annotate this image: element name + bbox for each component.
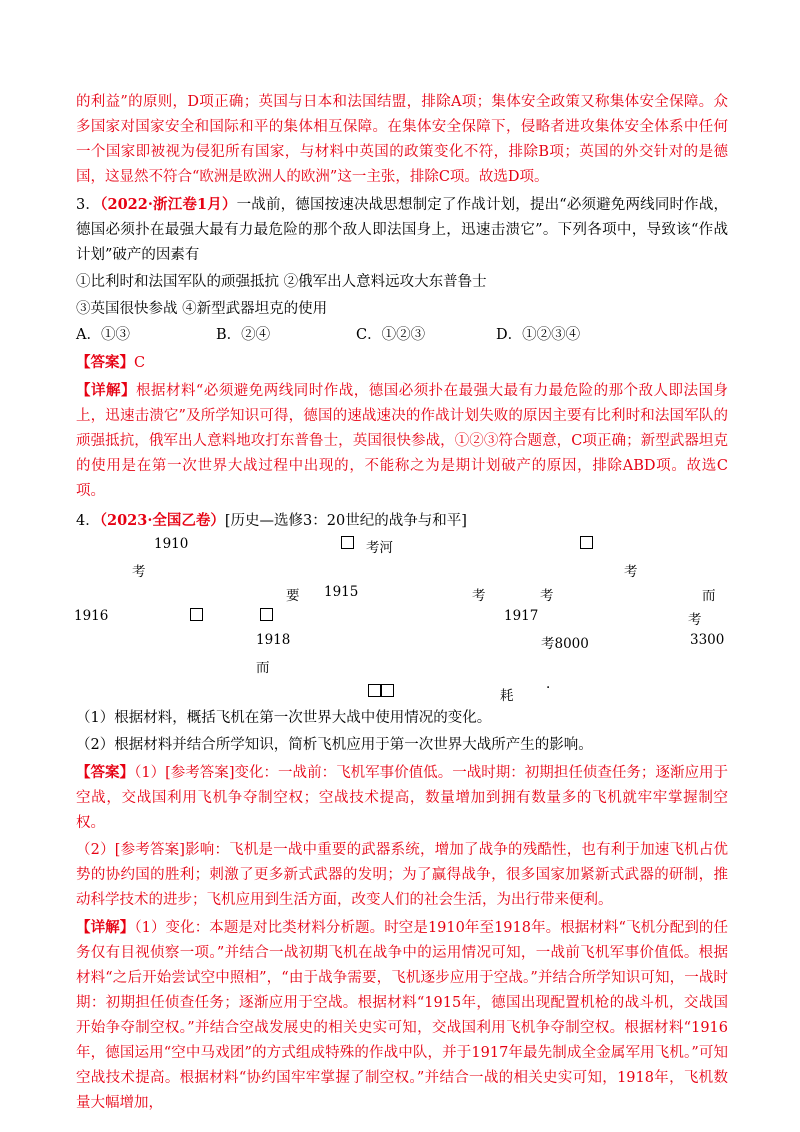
q4-number: 4． (76, 513, 100, 529)
material-3300: 3300 (690, 632, 725, 648)
material-kao8000: 考8000 (541, 636, 589, 652)
q4-source: （2023·全国乙卷） (99, 512, 225, 529)
q4-stem-text: [历史—选修3：20世纪的战争与和平] (224, 513, 467, 529)
previous-question-explanation: 的利益”的原则，D项正确；英国与日本和法国结盟，排除A项；集体安全政策又称集体安全保障。众多国家对国家安全和国际和平的集体相互保障。在集体安全保障下，侵略者进攻集体安全体系中任何一个国家即被视为侵犯所有国家，与材料中英国的政策变化不符，排除B项；英国的外交针对的是德国，这显然不符合“欧洲是欧洲人的欧洲”这一主张，排除C项。故选D项。 (76, 94, 728, 185)
q4-detail-label: 【详解】 (76, 919, 135, 936)
question-4 (76, 508, 728, 1116)
material-box-1 (341, 536, 354, 552)
q3-detail-text: 根据材料“必须避免两线同时作战，德国必须扑在最强大最有力最危险的那个敌人即法国身上，迅速击溃它”及所学知识可得，德国的速战速决的作战计划失败的原因主要有比利时和法国军队的顽强抵抗，俄军出人意料地攻打东普鲁士，英国很快参战，①②③符合题意，C项正确；新型武器坦克的使用是在第一次世界大战过程中出现的，不能称之为是期计划破产的原因，排除ABD项。故选C项。 (76, 383, 728, 499)
q3-items-line-1: ①比利时和法国军队的顽强抵抗 ②俄军出人意料远攻大东普鲁士 (76, 274, 487, 290)
material-yao: 要 (286, 588, 300, 604)
q4-answer-1 (76, 760, 728, 836)
q4-answer-label: 【答案】 (76, 764, 135, 781)
material-box-3 (190, 608, 203, 624)
q3-items-line-2: ③英国很快参战 ④新型武器坦克的使用 (76, 301, 328, 317)
material-hao: 耗 (500, 688, 514, 704)
material-1915: 1915 (324, 584, 359, 600)
material-kao-3: 考 (472, 588, 486, 604)
q4-material-garbled (76, 534, 728, 704)
q3-option-c: C．①②③ (356, 327, 426, 343)
material-box-5 (368, 684, 394, 700)
material-1917: 1917 (504, 608, 539, 624)
q4-sub-question-2: （2）根据材料并结合所学知识，简析飞机应用于第一次世界大战所产生的影响。 (76, 737, 593, 753)
q4-detail-text: （1）变化：本题是对比类材料分析题。时空是1910年至1918年。根据材料“飞机分配到的任务仅有目视侦察一项。”并结合一战初期飞机在战争中的运用情况可知，一战前飞机军事价值低。根据材料“之后开始尝试空中照相”，“由于战争需要，飞机逐步应用于空战。”并结合所学知识可知，一战时期：初期担任侦查任务；逐渐应用于空战。根据材料“1915年，德国出现配置机枪的战斗机，交战国开始争夺制空权。”并结合空战发展史的相关史实可知，交战国利用飞机争夺制空权。根据材料“1916年，德国运用“空中马戏团”的方式组成特殊的作战中队，并于1917年最先制成全金属军用飞机。”可知空战技术提高。根据材料“协约国牢牢掌握了制空权。”并结合一战的相关史实可知，1918年，飞机数量大幅增加， (76, 920, 728, 1111)
q3-stem-text: 一战前，德国按速决战思想制定了作战计划，提出“必须避免两线同时作战，德国必须扑在最强大最有力最危险的那个敌人即法国身上，迅速击溃它”。下列各项中，导致该“作战计划”破产的因素有 (76, 197, 728, 263)
material-1918: 1918 (256, 632, 291, 648)
q3-option-b: B．②④ (216, 327, 271, 343)
document-page (76, 90, 728, 1116)
material-dot: · (546, 680, 551, 696)
material-kao-5: 考 (688, 612, 702, 628)
material-1916: 1916 (74, 608, 109, 624)
q3-detail (76, 378, 728, 504)
material-1910: 1910 (154, 536, 189, 552)
q3-options (76, 322, 728, 348)
q3-option-d: D．①②③④ (496, 327, 581, 343)
q4-answer-1-text: （1）[参考答案]变化：一战前：飞机军事价值低。一战时期：初期担任侦查任务；逐渐应用于空战，交战国利用飞机争夺制空权；空战技术提高，数量增加到拥有数量多的飞机就牢牢掌握制空权。 (76, 765, 728, 831)
question-3 (76, 192, 728, 504)
material-kaohe: 考河 (366, 540, 393, 556)
q3-answer (76, 350, 728, 376)
q4-stem (76, 508, 728, 534)
q3-detail-label: 【详解】 (76, 382, 136, 399)
q4-detail (76, 915, 728, 1116)
q3-answer-value: C (134, 355, 146, 371)
q3-number: 3． (76, 197, 101, 213)
material-kao-1: 考 (132, 564, 146, 580)
q3-source: （2022·浙江卷1月） (100, 196, 237, 213)
q3-stem (76, 192, 728, 268)
q3-answer-label: 【答案】 (76, 354, 134, 371)
material-kao-2: 考 (624, 564, 638, 580)
material-box-2 (580, 536, 593, 552)
material-er-1: 而 (702, 588, 716, 604)
material-box-4 (260, 608, 273, 624)
material-kao-4: 考 (540, 588, 554, 604)
q4-answer-2: （2）[参考答案]影响：飞机是一战中重要的武器系统，增加了战争的残酷性，也有利于加速飞机占优势的协约国的胜利；刺激了更多新式武器的发明；为了赢得战争，很多国家加紧新式武器的研制，推动科学技术的进步；飞机应用到生活方面，改变人们的社会生活，为出行带来便利。 (76, 842, 728, 908)
q3-option-a: A．①③ (76, 327, 130, 343)
material-er-2: 而 (256, 660, 270, 676)
q4-sub-question-1: （1）根据材料，概括飞机在第一次世界大战中使用情况的变化。 (76, 710, 492, 726)
